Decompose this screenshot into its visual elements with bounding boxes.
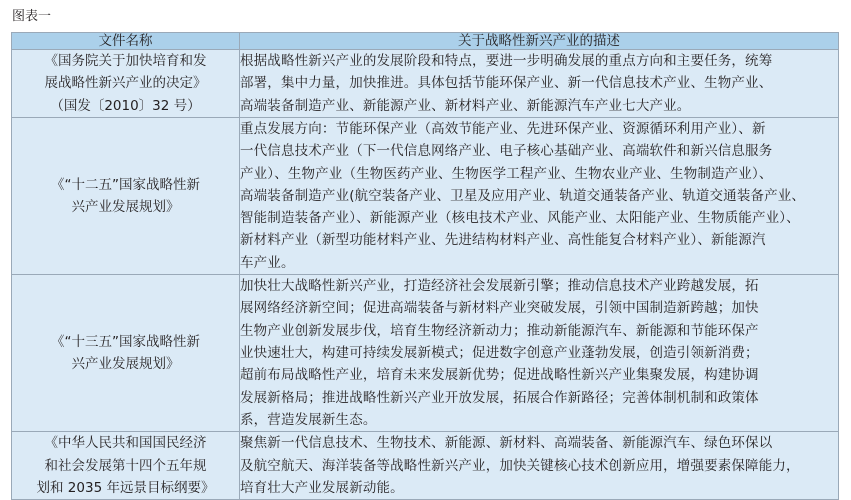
document-name-line: 兴产业发展规划》 xyxy=(71,356,180,373)
table-row xyxy=(12,118,839,275)
description-line: 展网络经济新空间；促进高端装备与新材料产业突破发展，引领中国制造新跨越；加快 xyxy=(240,300,759,317)
description-cell xyxy=(240,118,839,275)
document-name-line: 展战略性新兴产业的决定》 xyxy=(44,75,207,92)
document-name-cell xyxy=(12,50,240,118)
description-line: 加快壮大战略性新兴产业，打造经济社会发展新引擎；推动信息技术产业跨越发展，拓 xyxy=(240,278,759,295)
description-line: 车产业。 xyxy=(240,254,295,271)
figure-caption: 图表一 xyxy=(12,9,52,24)
header-document-name: 文件名称 xyxy=(12,33,240,50)
document-name-line: 《国务院关于加快培育和发 xyxy=(44,53,207,70)
document-name-cell xyxy=(12,432,240,500)
description-line: 生物产业创新发展步伐，培育生物经济新动力；推动新能源汽车、新能源和节能环保产 xyxy=(240,322,759,339)
document-name-line: （国发〔2010〕32 号） xyxy=(50,97,201,114)
table-header-row xyxy=(12,33,839,50)
document-name-line: 兴产业发展规划》 xyxy=(71,199,180,216)
description-line: 一代信息技术产业（下一代信息网络产业、电子核心基础产业、高端软件和新兴信息服务 xyxy=(240,143,773,160)
description-cell xyxy=(240,50,839,118)
description-line: 新材料产业（新型功能材料产业、先进结构材料产业、高性能复合材料产业）、新能源汽 xyxy=(240,232,766,249)
document-name-line: 和社会发展第十四个五年规 xyxy=(44,457,207,474)
document-name-line: 《中华人民共和国国民经济 xyxy=(44,435,207,452)
description-line: 系，营造发展新生态。 xyxy=(240,411,377,428)
description-line: 产业）、生物产业（生物医药产业、生物医学工程产业、生物农业产业、生物制造产业）、 xyxy=(240,165,773,182)
description-line: 高端装备制造产业、新能源产业、新材料产业、新能源汽车产业七大产业。 xyxy=(240,97,691,114)
table-row xyxy=(12,432,839,500)
document-name-line: 《“十三五”国家战略性新 xyxy=(51,333,200,350)
description-line: 部署，集中力量，加快推进。具体包括节能环保产业、新一代信息技术产业、生物产业、 xyxy=(240,75,773,92)
table-row xyxy=(12,50,839,118)
description-line: 聚焦新一代信息技术、生物技术、新能源、新材料、高端装备、新能源汽车、绿色环保以 xyxy=(240,435,773,452)
document-name-line: 《“十二五”国家战略性新 xyxy=(51,176,200,193)
description-line: 发展新格局；推进战略性新兴产业开放发展，拓展合作新路径；完善体制机制和政策体 xyxy=(240,389,759,406)
document-name-cell xyxy=(12,275,240,432)
industry-policy-table xyxy=(11,32,839,500)
document-name-cell xyxy=(12,118,240,275)
description-cell xyxy=(240,275,839,432)
description-line: 及航空航天、海洋装备等战略性新兴产业，加快关键核心技术创新应用，增强要素保障能力， xyxy=(240,457,800,474)
description-cell xyxy=(240,432,839,500)
table-row xyxy=(12,275,839,432)
description-line: 重点发展方向：节能环保产业（高效节能产业、先进环保产业、资源循环利用产业）、新 xyxy=(240,121,766,137)
description-line: 超前布局战略性产业，培育未来发展新优势；促进战略性新兴产业集聚发展，构建协调 xyxy=(240,367,759,384)
document-name-line: 划和 2035 年远景目标纲要》 xyxy=(36,479,215,496)
description-line: 根据战略性新兴产业的发展阶段和特点，要进一步明确发展的重点方向和主要任务，统筹 xyxy=(240,53,773,70)
header-description: 关于战略性新兴产业的描述 xyxy=(240,33,839,50)
description-line: 培育壮大产业发展新动能。 xyxy=(240,479,404,496)
description-line: 智能制造装备产业）、新能源产业（核电技术产业、风能产业、太阳能产业、生物质能产业）、 xyxy=(240,210,800,227)
description-line: 高端装备制造产业(航空装备产业、卫星及应用产业、轨道交通装备产业、轨道交通装备产业、 xyxy=(240,187,806,204)
description-line: 业快速壮大，构建可持续发展新模式；促进数字创意产业蓬勃发展，创造引领新消费； xyxy=(240,344,759,361)
